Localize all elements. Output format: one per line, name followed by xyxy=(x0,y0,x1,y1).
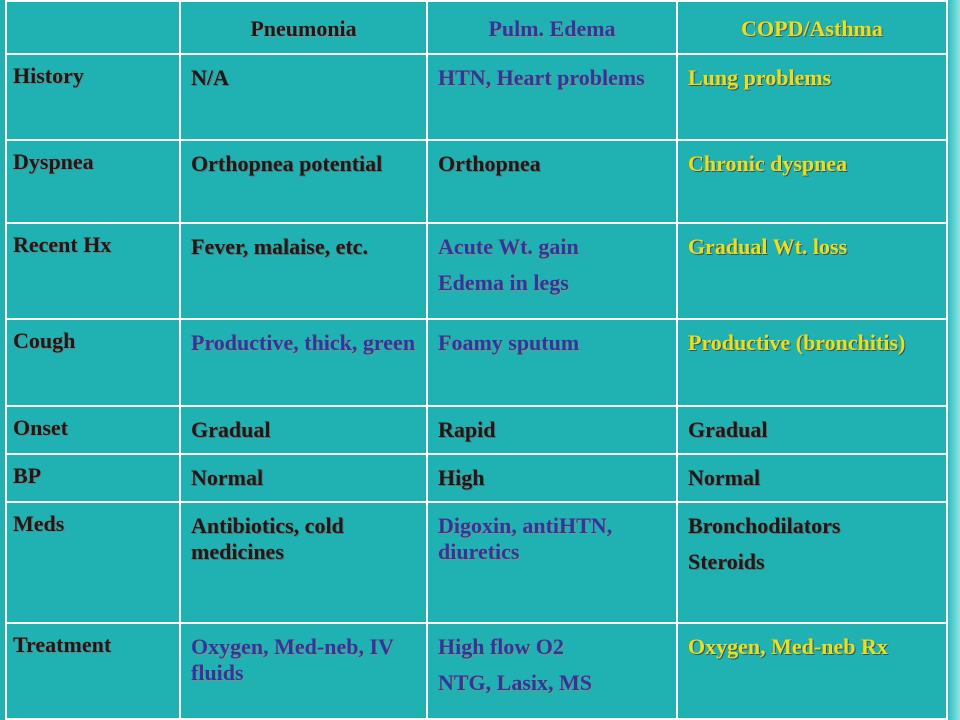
cell-line: Digoxin, antiHTN, diuretics xyxy=(438,513,613,564)
table-row xyxy=(6,319,947,406)
cell-line: Steroids xyxy=(688,549,765,574)
cell-copd-asthma xyxy=(677,54,947,140)
cell-copd-asthma xyxy=(677,140,947,223)
cell-pneumonia xyxy=(180,140,427,223)
table-row xyxy=(6,454,947,502)
header-row xyxy=(6,1,947,54)
cell-line: NTG, Lasix, MS xyxy=(438,670,593,695)
cell-pneumonia xyxy=(180,454,427,502)
cell-line: Gradual xyxy=(688,417,768,442)
cell-pneumonia xyxy=(180,623,427,719)
cell-pulm-edema xyxy=(427,623,677,719)
cell-line: Gradual Wt. loss xyxy=(688,234,848,259)
row-label-onset: Onset xyxy=(6,406,180,454)
row-label-cough: Cough xyxy=(6,319,180,406)
table-row xyxy=(6,406,947,454)
slide-edge-border xyxy=(948,0,960,720)
cell-line: Foamy sputum xyxy=(438,330,580,355)
cell-line: High flow O2 xyxy=(438,634,564,659)
cell-pulm-edema xyxy=(427,406,677,454)
cell-pulm-edema xyxy=(427,223,677,319)
cell-line: Oxygen, Med-neb Rx xyxy=(688,634,888,659)
comparison-table xyxy=(5,0,948,720)
row-label-dyspnea: Dyspnea xyxy=(6,140,180,223)
row-label-meds: Meds xyxy=(6,502,180,623)
cell-line: Lung problems xyxy=(688,65,832,90)
cell-pneumonia xyxy=(180,406,427,454)
table-row xyxy=(6,623,947,719)
table-row xyxy=(6,223,947,319)
row-label-bp: BP xyxy=(6,454,180,502)
cell-line: Chronic dyspnea xyxy=(688,151,848,176)
cell-line: Rapid xyxy=(438,417,496,442)
cell-line: High xyxy=(438,465,485,490)
cell-pneumonia xyxy=(180,223,427,319)
cell-pulm-edema xyxy=(427,140,677,223)
row-label-history: History xyxy=(6,54,180,140)
cell-line: Normal xyxy=(688,465,761,490)
cell-copd-asthma xyxy=(677,623,947,719)
cell-copd-asthma xyxy=(677,502,947,623)
cell-line: Normal xyxy=(191,465,264,490)
cell-line: Acute Wt. gain xyxy=(438,234,579,259)
cell-line: HTN, Heart problems xyxy=(438,65,645,90)
cell-copd-asthma xyxy=(677,319,947,406)
table-row xyxy=(6,140,947,223)
cell-line: Orthopnea xyxy=(438,151,541,176)
cell-line: Gradual xyxy=(191,417,271,442)
cell-line: Edema in legs xyxy=(438,270,569,295)
cell-line: Productive (bronchitis) xyxy=(688,330,906,355)
cell-pneumonia xyxy=(180,54,427,140)
cell-copd-asthma xyxy=(677,406,947,454)
cell-line: N/A xyxy=(191,65,229,90)
column-header-copd-asthma: COPD/Asthma xyxy=(677,1,947,54)
table-row xyxy=(6,502,947,623)
cell-copd-asthma xyxy=(677,223,947,319)
column-header-pneumonia: Pneumonia xyxy=(180,1,427,54)
cell-pulm-edema xyxy=(427,319,677,406)
row-label-recent-hx: Recent Hx xyxy=(6,223,180,319)
cell-pneumonia xyxy=(180,502,427,623)
corner-cell xyxy=(6,1,180,54)
cell-pulm-edema xyxy=(427,54,677,140)
cell-line: Productive, thick, green xyxy=(191,330,416,355)
cell-line: Antibiotics, cold medicines xyxy=(191,513,344,564)
cell-pulm-edema xyxy=(427,454,677,502)
table-row xyxy=(6,54,947,140)
cell-line: Bronchodilators xyxy=(688,513,841,538)
cell-pulm-edema xyxy=(427,502,677,623)
cell-pneumonia xyxy=(180,319,427,406)
row-label-treatment: Treatment xyxy=(6,623,180,719)
column-header-pulm-edema: Pulm. Edema xyxy=(427,1,677,54)
cell-copd-asthma xyxy=(677,454,947,502)
cell-line: Orthopnea potential xyxy=(191,151,383,176)
cell-line: Fever, malaise, etc. xyxy=(191,234,368,259)
cell-line: Oxygen, Med-neb, IV fluids xyxy=(191,634,394,685)
